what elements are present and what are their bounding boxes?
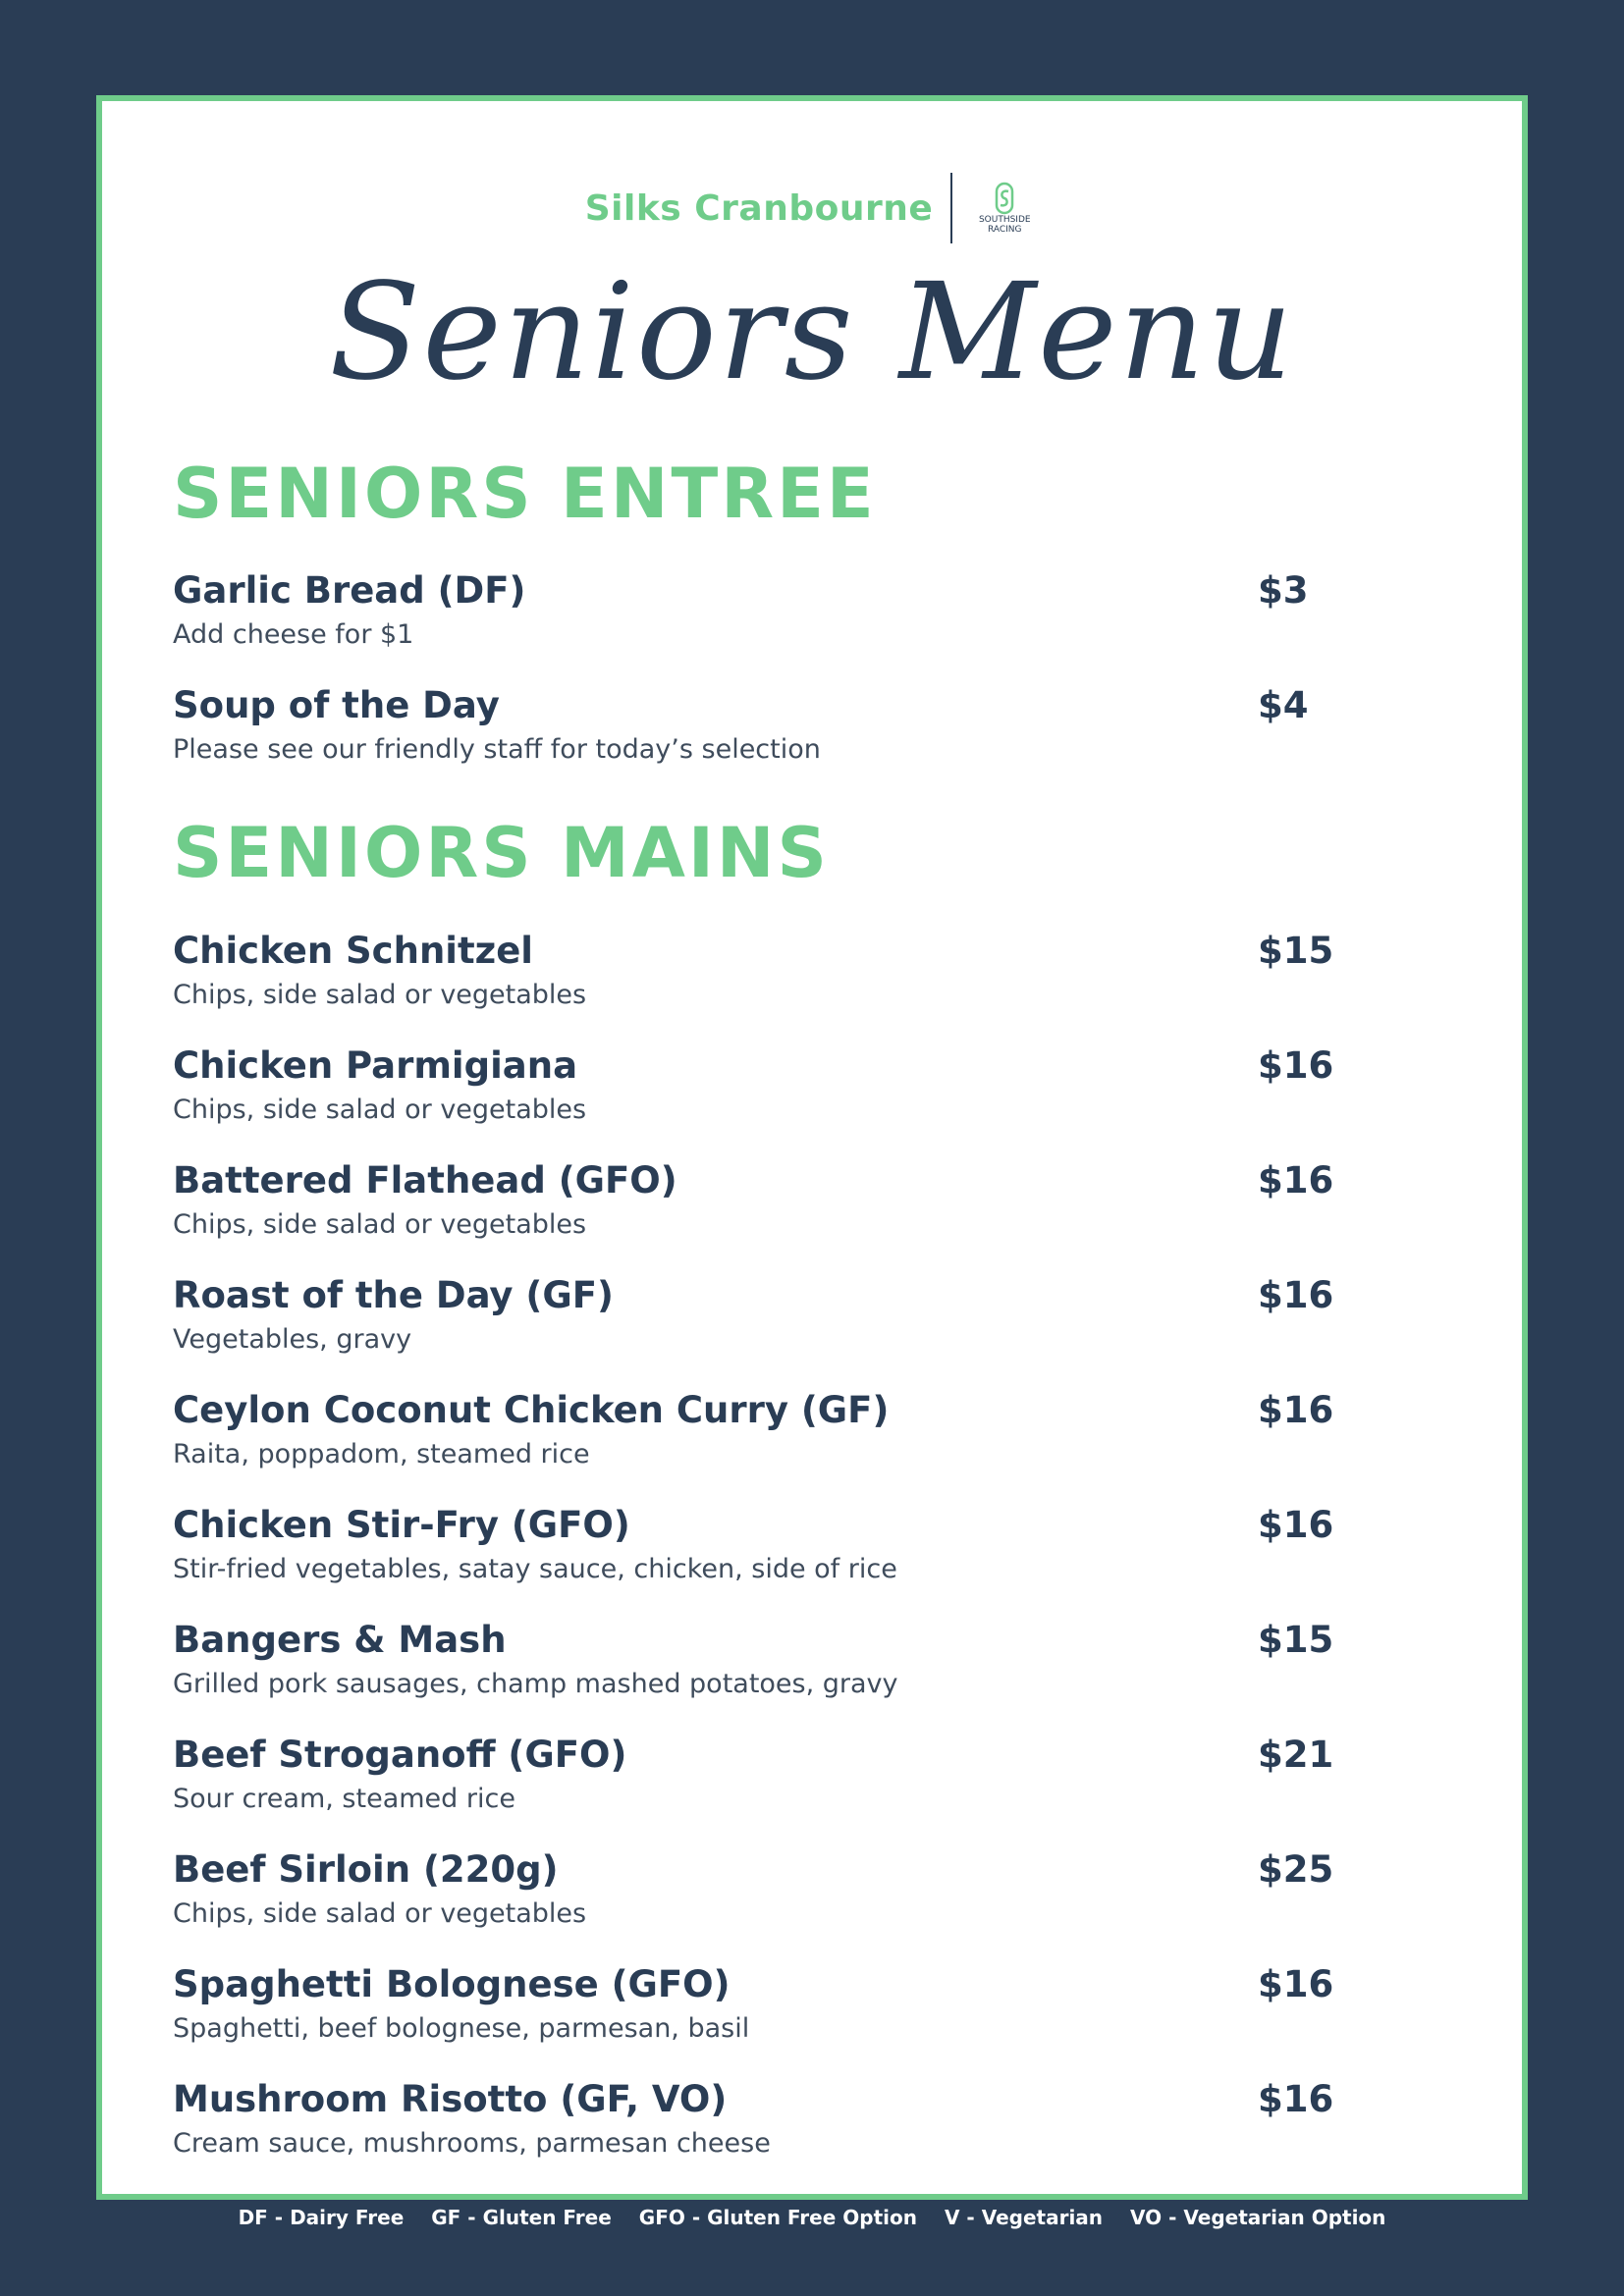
- item-price: $16: [1258, 1963, 1334, 2005]
- menu-card: [96, 95, 1528, 2200]
- menu-item: [173, 1386, 1439, 1484]
- menu-item: [173, 2075, 1439, 2173]
- item-description: Raita, poppadom, steamed rice: [173, 1439, 590, 1469]
- menu-item: [173, 681, 1439, 779]
- item-description: Vegetables, gravy: [173, 1324, 412, 1355]
- item-name: Mushroom Risotto (GF, VO): [173, 2078, 728, 2120]
- item-name: Beef Stroganoff (GFO): [173, 1734, 627, 1776]
- item-description: Chips, side salad or vegetables: [173, 1898, 587, 1929]
- menu-item: [173, 927, 1439, 1025]
- item-price: $16: [1258, 1159, 1334, 1201]
- brand-header: [102, 172, 1522, 244]
- item-name: Garlic Bread (DF): [173, 569, 526, 612]
- item-price: $16: [1258, 1504, 1334, 1546]
- menu-item: [173, 1501, 1439, 1599]
- item-price: $25: [1258, 1848, 1334, 1891]
- item-description: Stir-fried vegetables, satay sauce, chicken, side of rice: [173, 1554, 897, 1584]
- item-price: $16: [1258, 1389, 1334, 1431]
- item-name: Ceylon Coconut Chicken Curry (GF): [173, 1389, 890, 1431]
- brand-name: Silks Cranbourne: [584, 187, 934, 229]
- legend-item: DF - Dairy Free: [238, 2206, 405, 2229]
- item-price: $3: [1258, 569, 1309, 612]
- item-description: Add cheese for $1: [173, 619, 414, 650]
- legend-item: GF - Gluten Free: [431, 2206, 612, 2229]
- section-heading-mains: SENIORS MAINS: [173, 813, 830, 893]
- menu-item: [173, 1731, 1439, 1829]
- menu-item: [173, 1156, 1439, 1255]
- item-name: Bangers & Mash: [173, 1619, 507, 1661]
- item-description: Chips, side salad or vegetables: [173, 1095, 587, 1125]
- item-description: Please see our friendly staff for today’s selection: [173, 734, 821, 765]
- item-name: Soup of the Day: [173, 684, 500, 726]
- item-description: Grilled pork sausages, champ mashed potatoes, gravy: [173, 1669, 898, 1699]
- section-heading-entree: SENIORS ENTREE: [173, 454, 877, 534]
- item-name: Chicken Stir-Fry (GFO): [173, 1504, 630, 1546]
- southside-logo-icon: [993, 182, 1016, 215]
- item-price: $16: [1258, 1044, 1334, 1087]
- dietary-legend: [0, 2206, 1624, 2229]
- item-price: $15: [1258, 1619, 1334, 1661]
- menu-item: [173, 1960, 1439, 2058]
- item-name: Chicken Parmigiana: [173, 1044, 578, 1087]
- item-description: Sour cream, steamed rice: [173, 1784, 515, 1814]
- legend-item: V - Vegetarian: [944, 2206, 1104, 2229]
- partner-logo-text: SOUTHSIDE RACING: [978, 215, 1031, 235]
- menu-item: [173, 1271, 1439, 1369]
- brand-divider: [950, 173, 952, 243]
- legend-item: GFO - Gluten Free Option: [638, 2206, 917, 2229]
- item-price: $4: [1258, 684, 1309, 726]
- item-price: $15: [1258, 930, 1334, 972]
- item-name: Chicken Schnitzel: [173, 930, 533, 972]
- item-name: Spaghetti Bolognese (GFO): [173, 1963, 731, 2005]
- menu-title: Seniors Menu: [329, 255, 1295, 410]
- item-name: Roast of the Day (GF): [173, 1274, 614, 1316]
- menu-item: [173, 1845, 1439, 1944]
- menu-item: [173, 566, 1439, 665]
- item-price: $16: [1258, 1274, 1334, 1316]
- item-description: Chips, side salad or vegetables: [173, 1209, 587, 1240]
- partner-logo: [970, 182, 1039, 235]
- item-description: Cream sauce, mushrooms, parmesan cheese: [173, 2128, 771, 2159]
- item-description: Chips, side salad or vegetables: [173, 980, 587, 1010]
- item-description: Spaghetti, beef bolognese, parmesan, basil: [173, 2013, 750, 2044]
- menu-item: [173, 1616, 1439, 1714]
- legend-item: VO - Vegetarian Option: [1130, 2206, 1386, 2229]
- menu-item: [173, 1041, 1439, 1140]
- item-price: $21: [1258, 1734, 1334, 1776]
- item-name: Battered Flathead (GFO): [173, 1159, 677, 1201]
- item-price: $16: [1258, 2078, 1334, 2120]
- item-name: Beef Sirloin (220g): [173, 1848, 559, 1891]
